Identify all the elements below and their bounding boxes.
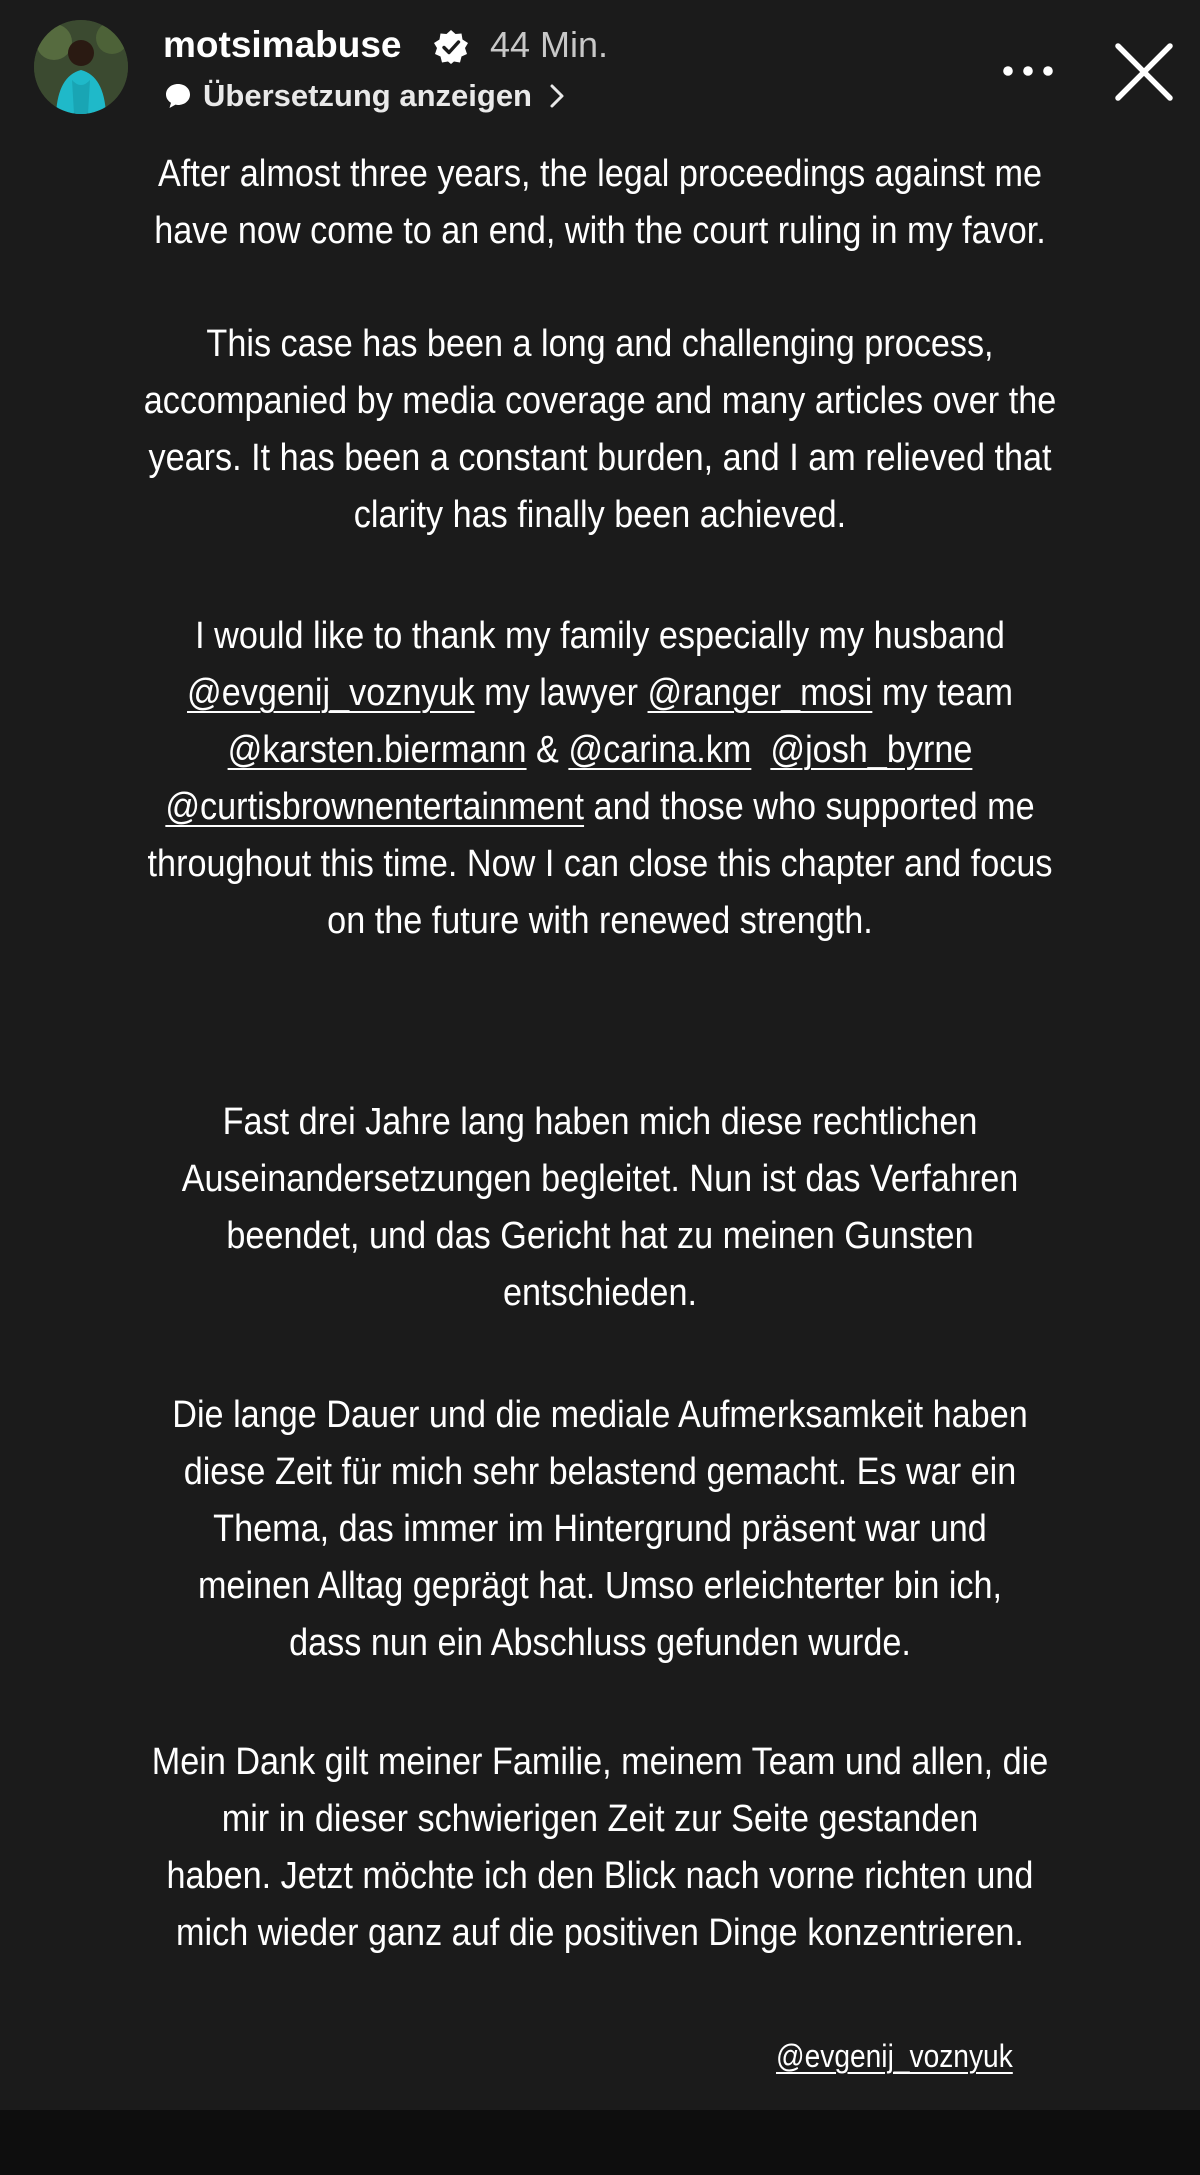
mention-ranger-mosi[interactable]: @ranger_mosi [647, 672, 873, 714]
story-text-en-p1 [114, 146, 1086, 260]
text-line: Die lange Dauer und die mediale Aufmerksamkeit haben [172, 1394, 1028, 1436]
text-line: After almost three years, the legal proceedings against me [158, 153, 1042, 195]
text-line: Thema, das immer im Hintergrund präsent war und [213, 1508, 987, 1550]
username[interactable]: motsimabuse [163, 24, 402, 65]
mention-karsten[interactable]: @karsten.biermann [227, 729, 527, 771]
text-line: I would like to thank my family especially my husband [195, 615, 1005, 657]
text-fragment: and those who supported me [584, 786, 1035, 828]
chevron-right-icon [542, 81, 572, 111]
mention-sticker-evgenij[interactable]: @evgenij_voznyuk [776, 2038, 1013, 2074]
story-text-de-p3 [114, 1734, 1086, 1962]
bottom-bar [0, 2110, 1200, 2175]
story-text-en-p3 [114, 608, 1086, 950]
text-line: Fast drei Jahre lang haben mich diese rechtlichen [222, 1101, 978, 1143]
translate-link[interactable] [163, 76, 572, 116]
text-line: entschieden. [503, 1272, 697, 1314]
text-line: have now come to an end, with the court ruling in my favor. [154, 210, 1046, 252]
text-fragment: my team [872, 672, 1013, 714]
text-line: This case has been a long and challenging process, [206, 323, 994, 365]
text-line: mir in dieser schwierigen Zeit zur Seite gestanden [221, 1798, 979, 1840]
mention-curtis-brown[interactable]: @curtisbrownentertainment [165, 786, 585, 828]
text-line: meinen Alltag geprägt hat. Umso erleichterter bin ich, [197, 1565, 1003, 1607]
text-line: accompanied by media coverage and many articles over the [143, 380, 1057, 422]
post-time: 44 Min. [490, 24, 609, 65]
text-line [114, 779, 1086, 836]
story-text-de-p2 [114, 1387, 1086, 1672]
text-line [114, 722, 1086, 779]
text-fragment: my lawyer [474, 672, 648, 714]
mention-carina[interactable]: @carina.km [568, 729, 752, 771]
text-line: clarity has finally been achieved. [353, 494, 847, 536]
text-line: haben. Jetzt möchte ich den Blick nach vorne richten und [166, 1855, 1034, 1897]
text-line: years. It has been a constant burden, and I am relieved that [148, 437, 1052, 479]
mention-josh-byrne[interactable]: @josh_byrne [770, 729, 973, 771]
text-line: Mein Dank gilt meiner Familie, meinem Team und allen, die [151, 1741, 1049, 1783]
text-line: throughout this time. Now I can close this chapter and focus [147, 843, 1053, 885]
profile-avatar[interactable] [34, 20, 128, 114]
text-line: dass nun ein Abschluss gefunden wurde. [289, 1622, 911, 1664]
text-line: beendet, und das Gericht hat zu meinen Gunsten [226, 1215, 974, 1257]
story-text-en-p2 [114, 316, 1086, 544]
text-line: on the future with renewed strength. [327, 900, 873, 942]
text-line: mich wieder ganz auf die positiven Dinge konzentrieren. [176, 1912, 1024, 1954]
avatar-image [34, 20, 128, 114]
more-options-icon[interactable] [1000, 46, 1056, 96]
text-fragment: & [526, 729, 569, 771]
mention-evgenij[interactable]: @evgenij_voznyuk [187, 672, 475, 714]
text-line: diese Zeit für mich sehr belastend gemacht. Es war ein [183, 1451, 1017, 1493]
speech-bubble-icon [163, 81, 193, 111]
text-line: Auseinandersetzungen begleitet. Nun ist das Verfahren [181, 1158, 1019, 1200]
translate-label: Übersetzung anzeigen [203, 78, 532, 113]
verified-badge-icon [433, 29, 469, 65]
text-line [114, 665, 1086, 722]
story-text-de-p1 [114, 1094, 1086, 1322]
close-icon[interactable] [1108, 36, 1180, 108]
